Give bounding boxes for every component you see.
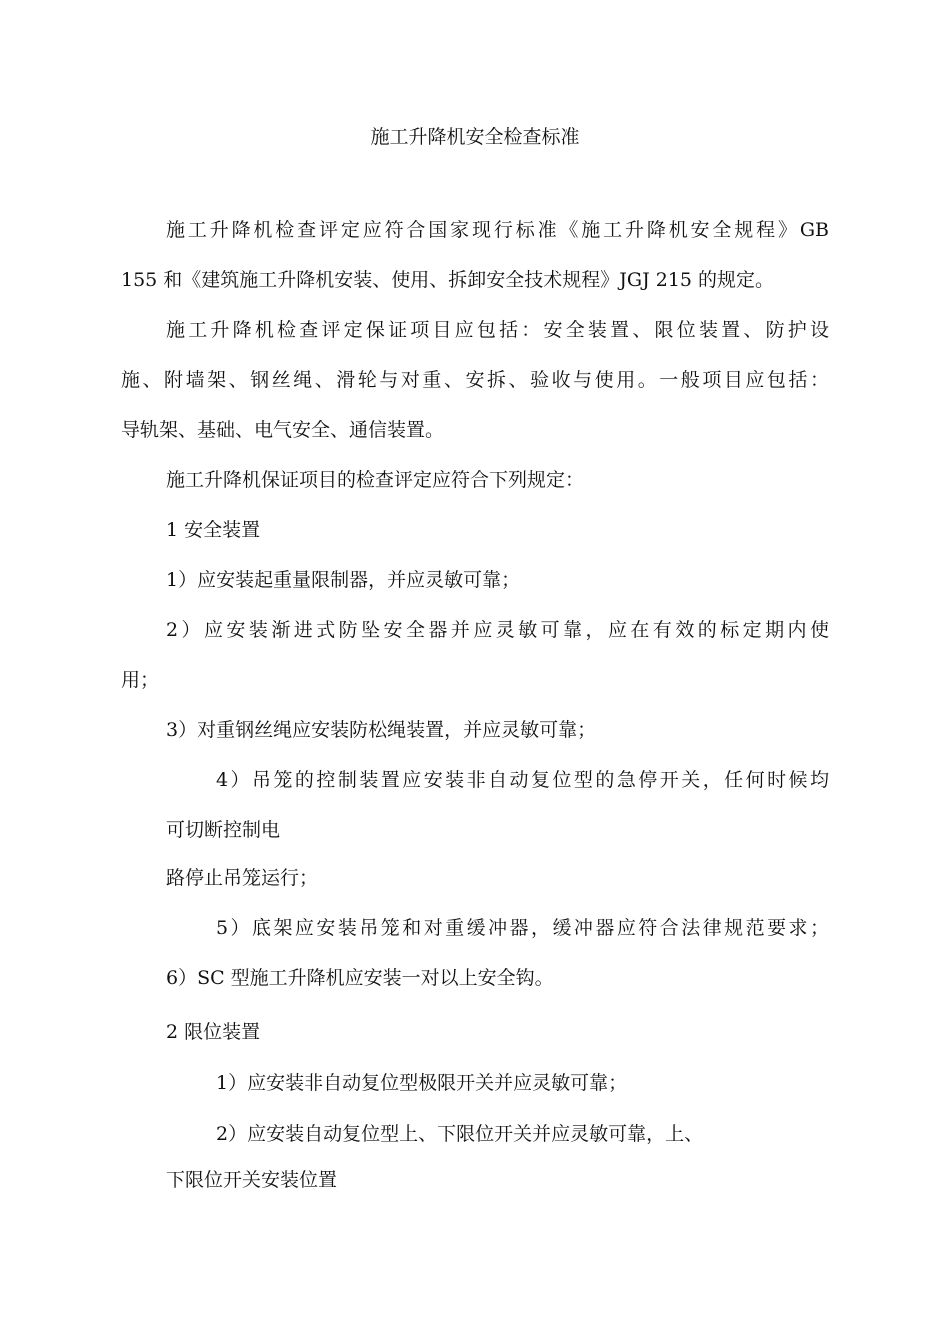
section-heading: 1 安全装置	[166, 519, 261, 541]
list-item: 1）应安装起重量限制器，并应灵敏可靠；	[166, 569, 521, 591]
section-heading: 2 限位装置	[166, 1021, 261, 1043]
list-item: 2）应安装自动复位型上、下限位开关并应灵敏可靠，上、	[216, 1123, 704, 1145]
list-item-continuation: 下限位开关安装位置	[166, 1169, 338, 1191]
list-item: 1）应安装非自动复位型极限开关并应灵敏可靠；	[216, 1072, 628, 1094]
paragraph-line: 155 和《建筑施工升降机安装、使用、拆卸安全技术规程》JGJ 215 的规定。	[121, 269, 775, 291]
paragraph-line: 导轨架、基础、电气安全、通信装置。	[121, 419, 445, 441]
list-item: 3）对重钢丝绳应安装防松绳装置，并应灵敏可靠；	[166, 719, 597, 741]
paragraph-line: 施工升降机检查评定应符合国家现行标准《施工升降机安全规程》GB	[166, 219, 829, 241]
list-item-continuation: 用；	[121, 669, 160, 691]
list-item: 6）SC 型施工升降机应安装一对以上安全钩。	[166, 967, 554, 989]
paragraph-line: 施工升降机检查评定保证项目应包括：安全装置、限位装置、防护设	[166, 319, 829, 341]
list-item: 4）吊笼的控制装置应安装非自动复位型的急停开关，任何时候均	[216, 769, 829, 791]
list-item: 2）应安装渐进式防坠安全器并应灵敏可靠，应在有效的标定期内使	[166, 619, 829, 641]
list-item-continuation: 可切断控制电	[166, 819, 281, 841]
paragraph-line: 施工升降机保证项目的检查评定应符合下列规定：	[166, 469, 585, 491]
paragraph-line: 施、附墙架、钢丝绳、滑轮与对重、安拆、验收与使用。一般项目应包括：	[121, 369, 829, 391]
list-item-continuation: 路停止吊笼运行；	[166, 867, 319, 889]
document-title: 施工升降机安全检查标准	[370, 126, 580, 148]
list-item: 5）底架应安装吊笼和对重缓冲器，缓冲器应符合法律规范要求；	[216, 917, 829, 939]
